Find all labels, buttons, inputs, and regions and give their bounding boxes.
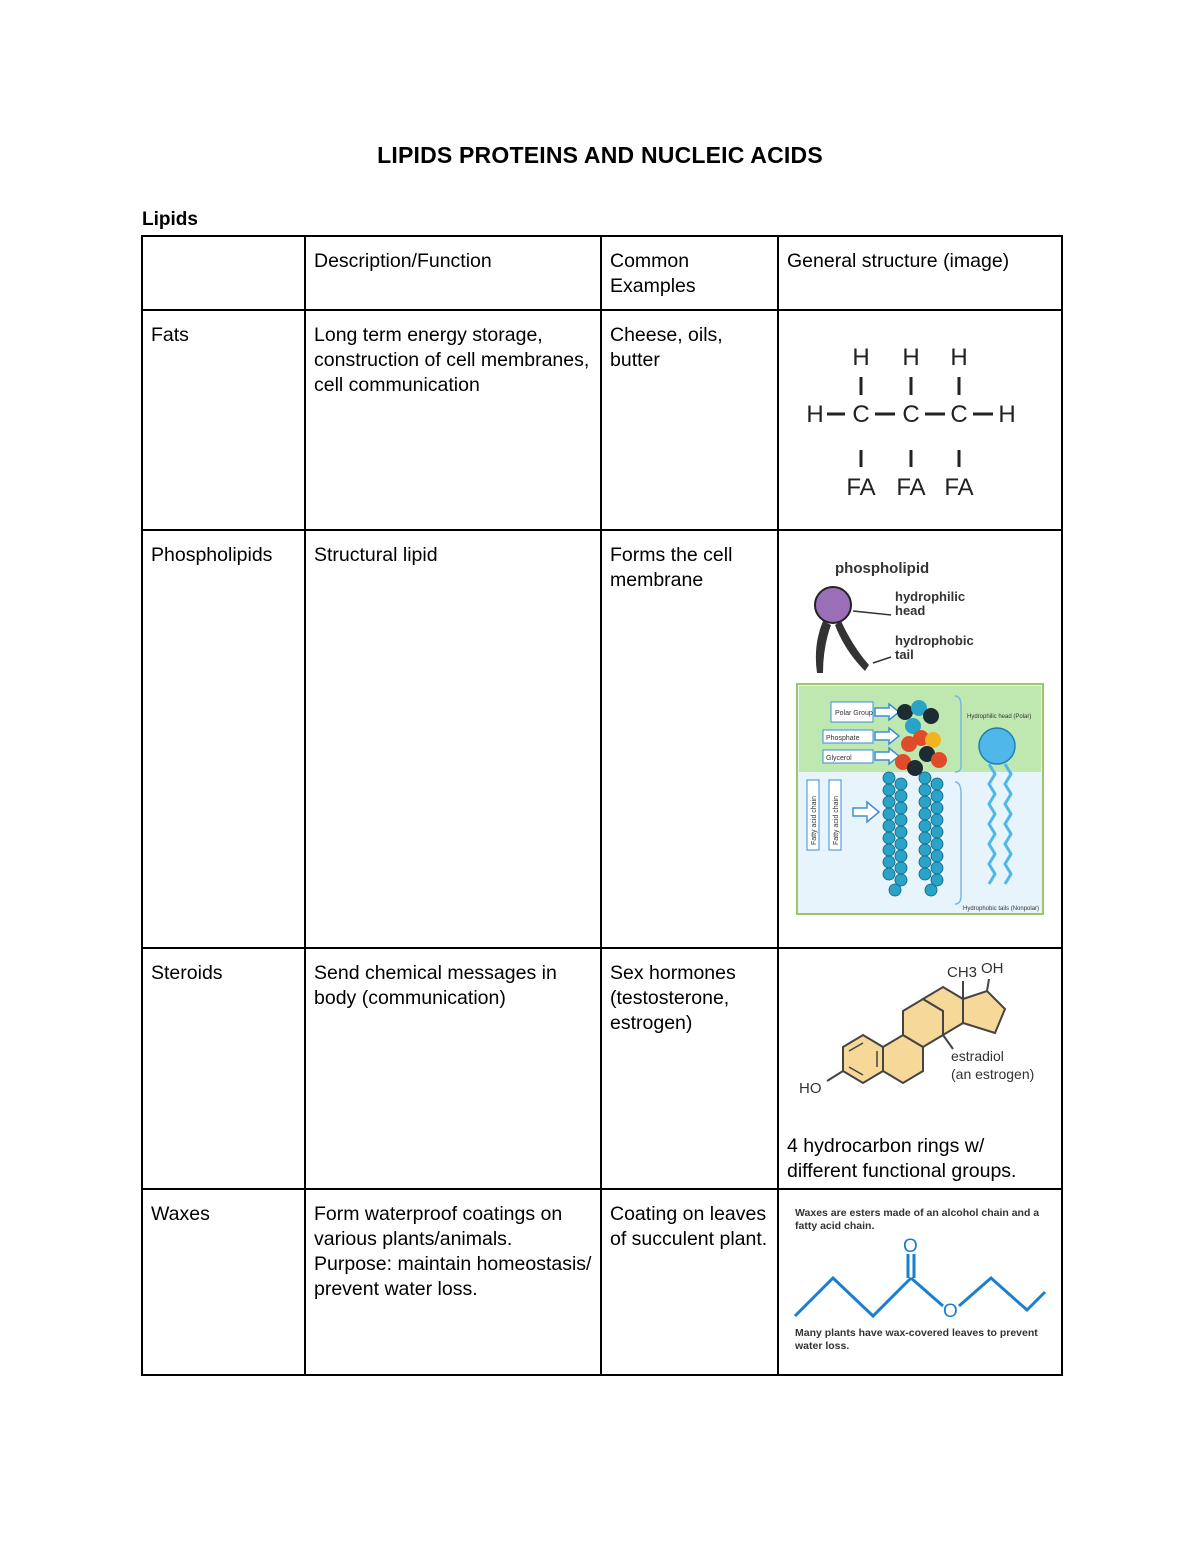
wax-o-ester: O xyxy=(943,1301,958,1322)
carbon-3: C xyxy=(950,401,968,428)
lipids-table xyxy=(141,235,1063,1376)
phospholipid-sketch-image xyxy=(783,535,1059,675)
wax-caption-bottom-2: water loss. xyxy=(795,1340,850,1352)
wax-o-top: O xyxy=(903,1236,918,1257)
structure-cell xyxy=(778,1189,1062,1375)
row-examples: Sex hormones (testosterone, estrogen) xyxy=(601,948,778,1189)
wax-ester-structure-image xyxy=(783,1194,1059,1354)
table-row xyxy=(142,530,1062,948)
row-description: Structural lipid xyxy=(305,530,601,948)
structure-cell xyxy=(778,310,1062,530)
row-name: Fats xyxy=(142,310,305,530)
row-name: Steroids xyxy=(142,948,305,1189)
row-description: Send chemical messages in body (communication) xyxy=(305,948,601,1189)
ho-label: HO xyxy=(799,1080,822,1097)
label-phosphate: Phosphate xyxy=(826,735,860,742)
estradiol-name: estradiol xyxy=(951,1048,1004,1064)
fa-1: FA xyxy=(846,474,876,501)
h-left: H xyxy=(806,401,824,428)
oh-label: OH xyxy=(981,960,1004,977)
table-row xyxy=(142,1189,1062,1375)
estradiol-structure-image xyxy=(783,953,1059,1125)
ch3-label: CH3 xyxy=(947,964,978,981)
structure-cell xyxy=(778,530,1062,948)
h-right: H xyxy=(998,401,1016,428)
head-label-2: head xyxy=(895,603,926,618)
estradiol-sub: (an estrogen) xyxy=(951,1066,1035,1082)
row-examples: Forms the cell membrane xyxy=(601,530,778,948)
wax-caption-bottom-1: Many plants have wax-covered leaves to prevent xyxy=(795,1327,1038,1339)
sketch-title: phospholipid xyxy=(835,560,930,577)
label-head: Hydrophilic head (Polar) xyxy=(967,714,1032,720)
label-chain-1: Fatty acid chain xyxy=(811,795,818,845)
triglyceride-structure-image xyxy=(783,315,1059,509)
wax-caption-top-2: fatty acid chain. xyxy=(795,1220,875,1232)
tail-label-2: tail xyxy=(895,647,914,662)
h-top-3: H xyxy=(950,344,968,371)
page-title: LIPIDS PROTEINS AND NUCLEIC ACIDS xyxy=(377,142,823,168)
row-name: Waxes xyxy=(142,1189,305,1375)
table-row xyxy=(142,948,1062,1189)
phospholipid-space-filling-model-image xyxy=(783,682,1059,918)
head-label-1: hydrophilic xyxy=(895,589,966,604)
structure-note: 4 hydrocarbon rings w/ different functional groups. xyxy=(787,1135,1017,1182)
section-heading: Lipids xyxy=(142,209,198,230)
header-cell: Common Examples xyxy=(601,236,778,310)
fa-3: FA xyxy=(944,474,974,501)
header-cell: Description/Function xyxy=(305,236,601,310)
structure-cell xyxy=(778,948,1062,1189)
label-glycerol: Glycerol xyxy=(826,755,852,762)
carbon-2: C xyxy=(902,401,920,428)
table-row xyxy=(142,310,1062,530)
row-description: Long term energy storage, construction of cell membranes, cell communication xyxy=(305,310,601,530)
row-examples: Coating on leaves of succulent plant. xyxy=(601,1189,778,1375)
carbon-1: C xyxy=(852,401,870,428)
header-cell xyxy=(142,236,305,310)
label-polar: Polar Group xyxy=(835,710,873,717)
h-top-1: H xyxy=(852,344,870,371)
row-examples: Cheese, oils, butter xyxy=(601,310,778,530)
row-description: Form waterproof coatings on various plants/animals. Purpose: maintain homeostasis/ prevent water loss. xyxy=(305,1189,601,1375)
h-top-2: H xyxy=(902,344,920,371)
wax-caption-top-1: Waxes are esters made of an alcohol chain and a xyxy=(795,1207,1040,1219)
label-chain-2: Fatty acid chain xyxy=(833,795,840,845)
fa-2: FA xyxy=(896,474,926,501)
header-cell: General structure (image) xyxy=(778,236,1062,310)
table-header-row xyxy=(142,236,1062,310)
row-name: Phospholipids xyxy=(142,530,305,948)
label-tails: Hydrophobic tails (Nonpolar) xyxy=(963,906,1040,912)
tail-label-1: hydrophobic xyxy=(895,633,974,648)
